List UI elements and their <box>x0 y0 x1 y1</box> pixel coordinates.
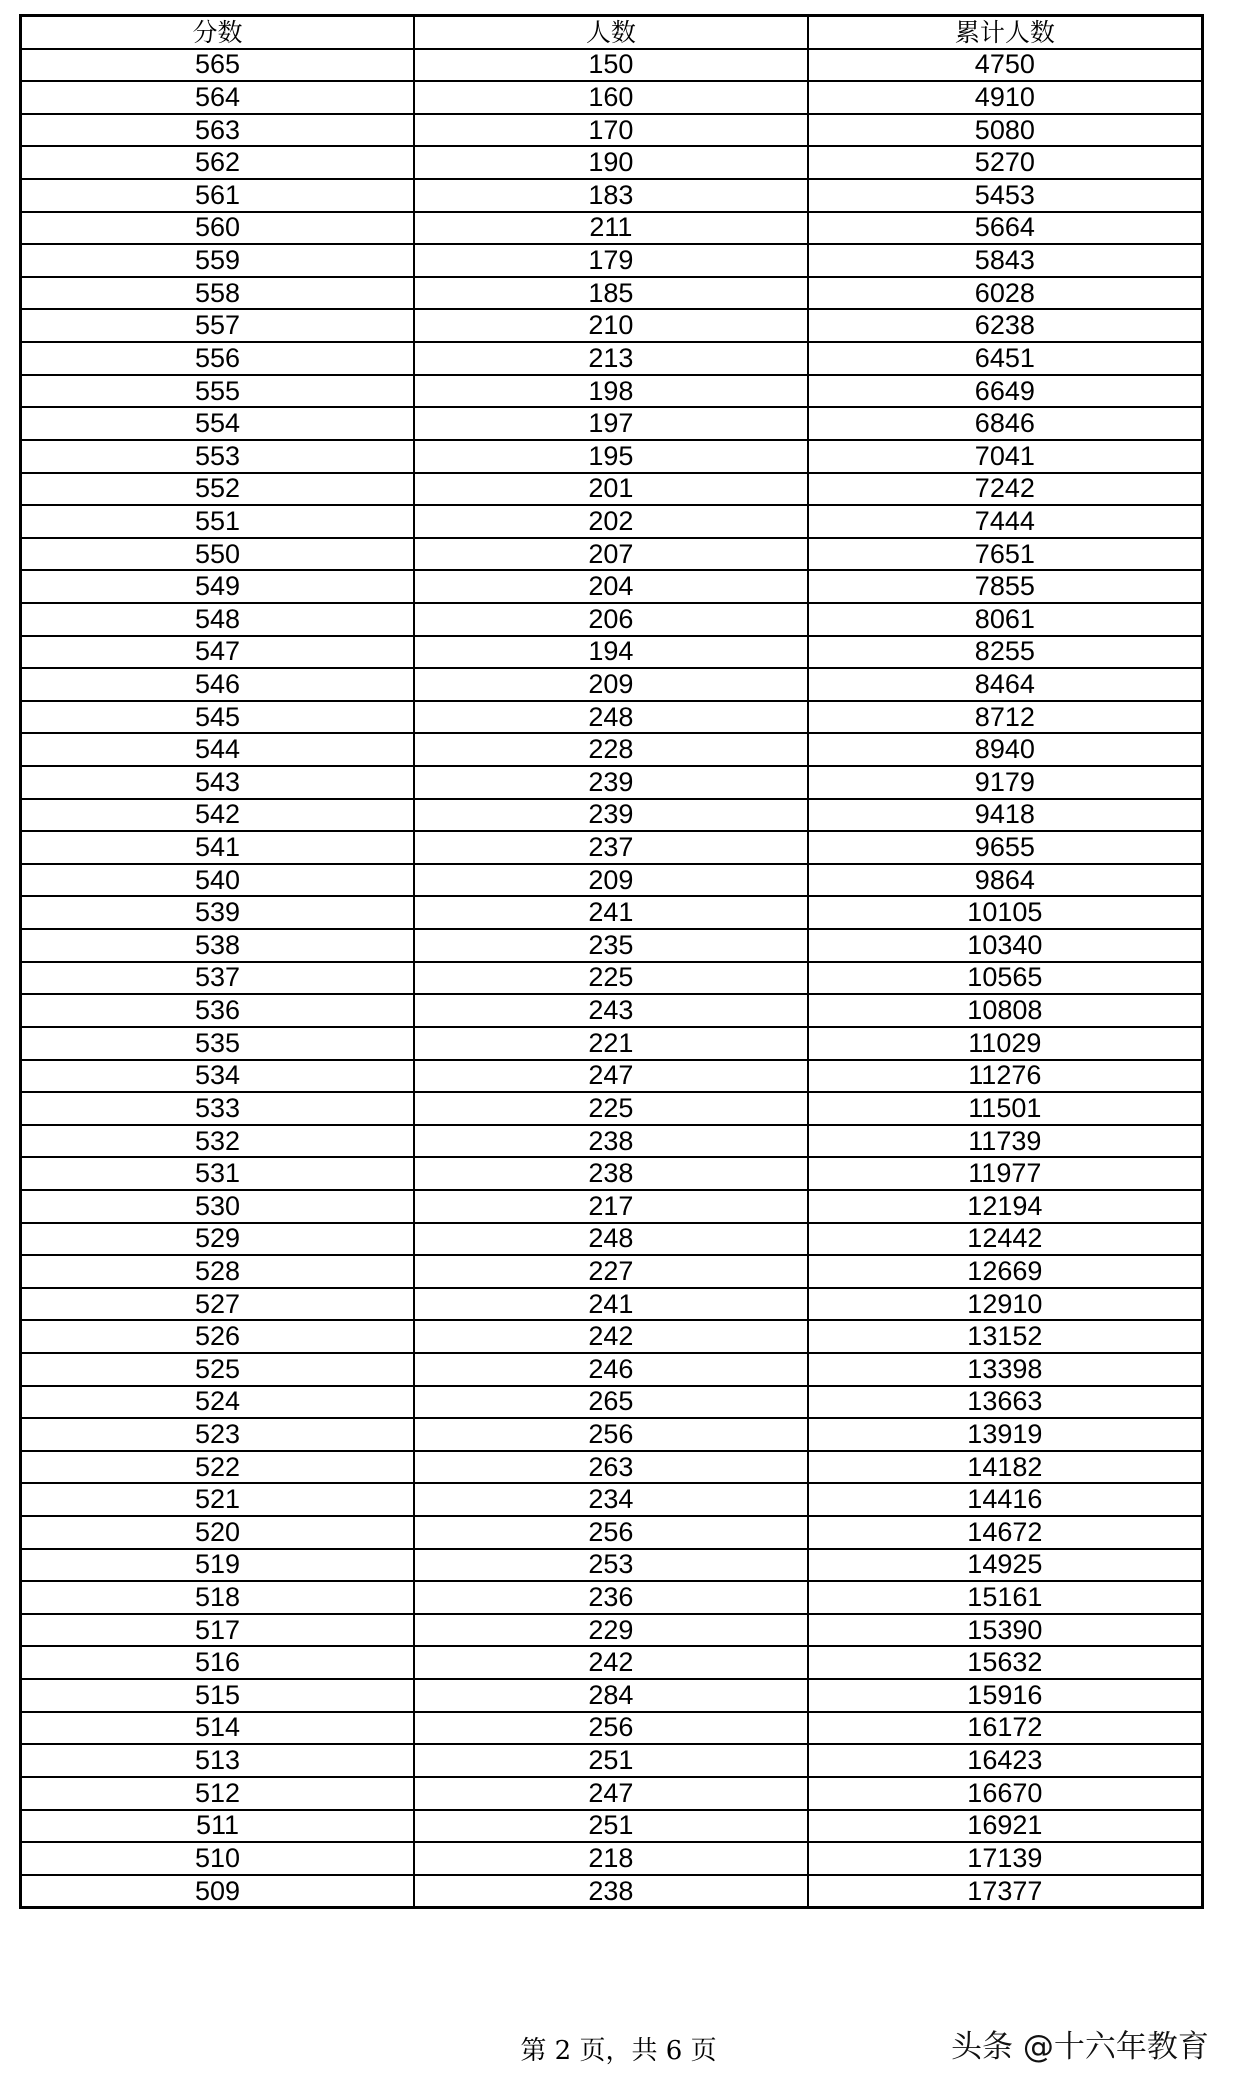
count-cell: 251 <box>414 1810 808 1843</box>
table-row <box>21 831 1203 864</box>
table-row <box>21 668 1203 701</box>
score-cell: 563 <box>21 114 415 147</box>
score-cell: 509 <box>21 1875 415 1908</box>
score-cell: 522 <box>21 1451 415 1484</box>
count-cell: 204 <box>414 570 808 603</box>
table-body <box>21 49 1203 1908</box>
count-cell: 236 <box>414 1581 808 1614</box>
score-cell: 513 <box>21 1744 415 1777</box>
cumulative-cell: 5453 <box>808 179 1203 212</box>
score-cell: 515 <box>21 1679 415 1712</box>
count-cell: 248 <box>414 1223 808 1256</box>
score-cell: 510 <box>21 1842 415 1875</box>
table-row <box>21 766 1203 799</box>
count-cell: 238 <box>414 1125 808 1158</box>
page-suffix: 页 <box>690 2036 717 2066</box>
score-cell: 562 <box>21 146 415 179</box>
cumulative-cell: 8712 <box>808 701 1203 734</box>
count-cell: 218 <box>414 1842 808 1875</box>
count-cell: 150 <box>414 49 808 82</box>
table-row <box>21 146 1203 179</box>
cumulative-cell: 12442 <box>808 1223 1203 1256</box>
count-cell: 242 <box>414 1646 808 1679</box>
count-cell: 238 <box>414 1157 808 1190</box>
score-cell: 517 <box>21 1614 415 1647</box>
cumulative-cell: 15632 <box>808 1646 1203 1679</box>
table-row <box>21 1712 1203 1745</box>
count-cell: 179 <box>414 244 808 277</box>
score-cell: 529 <box>21 1223 415 1256</box>
count-cell: 211 <box>414 212 808 245</box>
score-cell: 528 <box>21 1255 415 1288</box>
count-cell: 238 <box>414 1875 808 1908</box>
table-row <box>21 896 1203 929</box>
score-cell: 514 <box>21 1712 415 1745</box>
cumulative-cell: 8255 <box>808 636 1203 669</box>
score-cell: 549 <box>21 570 415 603</box>
table-row <box>21 1810 1203 1843</box>
score-cell: 537 <box>21 962 415 995</box>
table-header <box>21 16 1203 49</box>
score-cell: 545 <box>21 701 415 734</box>
table-row <box>21 244 1203 277</box>
cumulative-cell: 8061 <box>808 603 1203 636</box>
count-cell: 225 <box>414 1092 808 1125</box>
score-cell: 516 <box>21 1646 415 1679</box>
count-cell: 235 <box>414 929 808 962</box>
count-cell: 239 <box>414 799 808 832</box>
count-cell: 284 <box>414 1679 808 1712</box>
count-cell: 160 <box>414 81 808 114</box>
cumulative-cell: 11977 <box>808 1157 1203 1190</box>
count-cell: 239 <box>414 766 808 799</box>
cumulative-cell: 15916 <box>808 1679 1203 1712</box>
count-cell: 207 <box>414 538 808 571</box>
cumulative-cell: 16172 <box>808 1712 1203 1745</box>
cumulative-cell: 11029 <box>808 1027 1203 1060</box>
table-row <box>21 342 1203 375</box>
score-cell: 556 <box>21 342 415 375</box>
table-row <box>21 962 1203 995</box>
cumulative-cell: 8940 <box>808 733 1203 766</box>
table-row <box>21 1875 1203 1908</box>
score-cell: 557 <box>21 309 415 342</box>
header-score: 分数 <box>21 16 415 49</box>
count-cell: 221 <box>414 1027 808 1060</box>
table-row <box>21 701 1203 734</box>
cumulative-cell: 17139 <box>808 1842 1203 1875</box>
table-row <box>21 1190 1203 1223</box>
score-cell: 541 <box>21 831 415 864</box>
table-row <box>21 636 1203 669</box>
count-cell: 228 <box>414 733 808 766</box>
score-cell: 542 <box>21 799 415 832</box>
score-cell: 532 <box>21 1125 415 1158</box>
cumulative-cell: 7651 <box>808 538 1203 571</box>
score-cell: 565 <box>21 49 415 82</box>
count-cell: 198 <box>414 375 808 408</box>
count-cell: 247 <box>414 1777 808 1810</box>
cumulative-cell: 15390 <box>808 1614 1203 1647</box>
watermark: 头条 @十六年教育 <box>951 2029 1209 2065</box>
count-cell: 251 <box>414 1744 808 1777</box>
count-cell: 183 <box>414 179 808 212</box>
table-row <box>21 1027 1203 1060</box>
table-row <box>21 375 1203 408</box>
count-cell: 234 <box>414 1483 808 1516</box>
score-cell: 547 <box>21 636 415 669</box>
cumulative-cell: 13919 <box>808 1418 1203 1451</box>
cumulative-cell: 5080 <box>808 114 1203 147</box>
score-cell: 543 <box>21 766 415 799</box>
table-row <box>21 1516 1203 1549</box>
table-row <box>21 473 1203 506</box>
cumulative-cell: 6846 <box>808 407 1203 440</box>
cumulative-cell: 5270 <box>808 146 1203 179</box>
table-row <box>21 114 1203 147</box>
cumulative-cell: 7855 <box>808 570 1203 603</box>
count-cell: 263 <box>414 1451 808 1484</box>
count-cell: 247 <box>414 1060 808 1093</box>
cumulative-cell: 16423 <box>808 1744 1203 1777</box>
score-cell: 550 <box>21 538 415 571</box>
cumulative-cell: 14182 <box>808 1451 1203 1484</box>
cumulative-cell: 13398 <box>808 1353 1203 1386</box>
score-cell: 525 <box>21 1353 415 1386</box>
count-cell: 185 <box>414 277 808 310</box>
score-cell: 552 <box>21 473 415 506</box>
count-cell: 213 <box>414 342 808 375</box>
table-row <box>21 929 1203 962</box>
count-cell: 246 <box>414 1353 808 1386</box>
score-cell: 527 <box>21 1288 415 1321</box>
header-row <box>21 16 1203 49</box>
cumulative-cell: 7444 <box>808 505 1203 538</box>
score-cell: 536 <box>21 994 415 1027</box>
cumulative-cell: 13152 <box>808 1320 1203 1353</box>
cumulative-cell: 9179 <box>808 766 1203 799</box>
cumulative-cell: 4750 <box>808 49 1203 82</box>
cumulative-cell: 8464 <box>808 668 1203 701</box>
count-cell: 237 <box>414 831 808 864</box>
table-row <box>21 1125 1203 1158</box>
table-row <box>21 1092 1203 1125</box>
count-cell: 225 <box>414 962 808 995</box>
table-row <box>21 570 1203 603</box>
table-row <box>21 994 1203 1027</box>
score-cell: 564 <box>21 81 415 114</box>
table-row <box>21 1353 1203 1386</box>
table-row <box>21 309 1203 342</box>
score-cell: 559 <box>21 244 415 277</box>
score-cell: 534 <box>21 1060 415 1093</box>
cumulative-cell: 9655 <box>808 831 1203 864</box>
cumulative-cell: 14672 <box>808 1516 1203 1549</box>
score-cell: 521 <box>21 1483 415 1516</box>
cumulative-cell: 11276 <box>808 1060 1203 1093</box>
count-cell: 227 <box>414 1255 808 1288</box>
score-cell: 544 <box>21 733 415 766</box>
score-cell: 524 <box>21 1386 415 1419</box>
score-cell: 555 <box>21 375 415 408</box>
count-cell: 243 <box>414 994 808 1027</box>
score-cell: 512 <box>21 1777 415 1810</box>
cumulative-cell: 6238 <box>808 309 1203 342</box>
table-row <box>21 603 1203 636</box>
count-cell: 242 <box>414 1320 808 1353</box>
score-cell: 518 <box>21 1581 415 1614</box>
cumulative-cell: 10340 <box>808 929 1203 962</box>
count-cell: 256 <box>414 1712 808 1745</box>
count-cell: 256 <box>414 1516 808 1549</box>
cumulative-cell: 12669 <box>808 1255 1203 1288</box>
score-cell: 560 <box>21 212 415 245</box>
table-row <box>21 1842 1203 1875</box>
count-cell: 241 <box>414 1288 808 1321</box>
table-row <box>21 407 1203 440</box>
score-cell: 546 <box>21 668 415 701</box>
table-row <box>21 538 1203 571</box>
score-table <box>19 14 1204 1909</box>
score-cell: 530 <box>21 1190 415 1223</box>
cumulative-cell: 10565 <box>808 962 1203 995</box>
cumulative-cell: 7242 <box>808 473 1203 506</box>
cumulative-cell: 4910 <box>808 81 1203 114</box>
cumulative-cell: 6028 <box>808 277 1203 310</box>
score-cell: 539 <box>21 896 415 929</box>
table-row <box>21 1581 1203 1614</box>
cumulative-cell: 5843 <box>808 244 1203 277</box>
header-count: 人数 <box>414 16 808 49</box>
score-cell: 519 <box>21 1549 415 1582</box>
page-middle: 页，共 <box>579 2036 658 2066</box>
table-row <box>21 1744 1203 1777</box>
count-cell: 190 <box>414 146 808 179</box>
cumulative-cell: 6649 <box>808 375 1203 408</box>
cumulative-cell: 10105 <box>808 896 1203 929</box>
table-row <box>21 1549 1203 1582</box>
table-row <box>21 1646 1203 1679</box>
table-row <box>21 440 1203 473</box>
table-row <box>21 1157 1203 1190</box>
total-pages: 6 <box>665 2036 683 2066</box>
score-cell: 520 <box>21 1516 415 1549</box>
count-cell: 195 <box>414 440 808 473</box>
cumulative-cell: 6451 <box>808 342 1203 375</box>
table-row <box>21 1060 1203 1093</box>
count-cell: 253 <box>414 1549 808 1582</box>
cumulative-cell: 13663 <box>808 1386 1203 1419</box>
count-cell: 206 <box>414 603 808 636</box>
cumulative-cell: 17377 <box>808 1875 1203 1908</box>
count-cell: 210 <box>414 309 808 342</box>
cumulative-cell: 5664 <box>808 212 1203 245</box>
page-prefix: 第 <box>520 2036 547 2066</box>
table-row <box>21 277 1203 310</box>
score-cell: 533 <box>21 1092 415 1125</box>
table-row <box>21 799 1203 832</box>
score-cell: 554 <box>21 407 415 440</box>
score-cell: 538 <box>21 929 415 962</box>
cumulative-cell: 12910 <box>808 1288 1203 1321</box>
table-row <box>21 733 1203 766</box>
score-cell: 561 <box>21 179 415 212</box>
cumulative-cell: 11739 <box>808 1125 1203 1158</box>
table-row <box>21 1679 1203 1712</box>
count-cell: 256 <box>414 1418 808 1451</box>
count-cell: 170 <box>414 114 808 147</box>
score-cell: 548 <box>21 603 415 636</box>
cumulative-cell: 12194 <box>808 1190 1203 1223</box>
table-row <box>21 1255 1203 1288</box>
table-row <box>21 1418 1203 1451</box>
cumulative-cell: 10808 <box>808 994 1203 1027</box>
score-cell: 535 <box>21 1027 415 1060</box>
count-cell: 265 <box>414 1386 808 1419</box>
score-cell: 531 <box>21 1157 415 1190</box>
cumulative-cell: 16670 <box>808 1777 1203 1810</box>
table-row <box>21 1451 1203 1484</box>
cumulative-cell: 11501 <box>808 1092 1203 1125</box>
count-cell: 201 <box>414 473 808 506</box>
cumulative-cell: 14925 <box>808 1549 1203 1582</box>
count-cell: 241 <box>414 896 808 929</box>
count-cell: 248 <box>414 701 808 734</box>
table-row <box>21 1223 1203 1256</box>
table-row <box>21 1614 1203 1647</box>
cumulative-cell: 9418 <box>808 799 1203 832</box>
header-cumulative: 累计人数 <box>808 16 1203 49</box>
score-cell: 526 <box>21 1320 415 1353</box>
count-cell: 217 <box>414 1190 808 1223</box>
score-cell: 523 <box>21 1418 415 1451</box>
table-row <box>21 1288 1203 1321</box>
score-cell: 511 <box>21 1810 415 1843</box>
cumulative-cell: 14416 <box>808 1483 1203 1516</box>
table-row <box>21 49 1203 82</box>
table-row <box>21 81 1203 114</box>
table-row <box>21 1386 1203 1419</box>
count-cell: 229 <box>414 1614 808 1647</box>
count-cell: 202 <box>414 505 808 538</box>
cumulative-cell: 15161 <box>808 1581 1203 1614</box>
count-cell: 209 <box>414 864 808 897</box>
current-page: 2 <box>554 2036 572 2066</box>
table-row <box>21 1320 1203 1353</box>
table-row <box>21 212 1203 245</box>
count-cell: 209 <box>414 668 808 701</box>
count-cell: 194 <box>414 636 808 669</box>
table-row <box>21 1777 1203 1810</box>
count-cell: 197 <box>414 407 808 440</box>
score-cell: 540 <box>21 864 415 897</box>
score-cell: 558 <box>21 277 415 310</box>
table-row <box>21 179 1203 212</box>
cumulative-cell: 16921 <box>808 1810 1203 1843</box>
table-row <box>21 864 1203 897</box>
table-row <box>21 505 1203 538</box>
table-row <box>21 1483 1203 1516</box>
cumulative-cell: 7041 <box>808 440 1203 473</box>
score-cell: 553 <box>21 440 415 473</box>
score-cell: 551 <box>21 505 415 538</box>
cumulative-cell: 9864 <box>808 864 1203 897</box>
